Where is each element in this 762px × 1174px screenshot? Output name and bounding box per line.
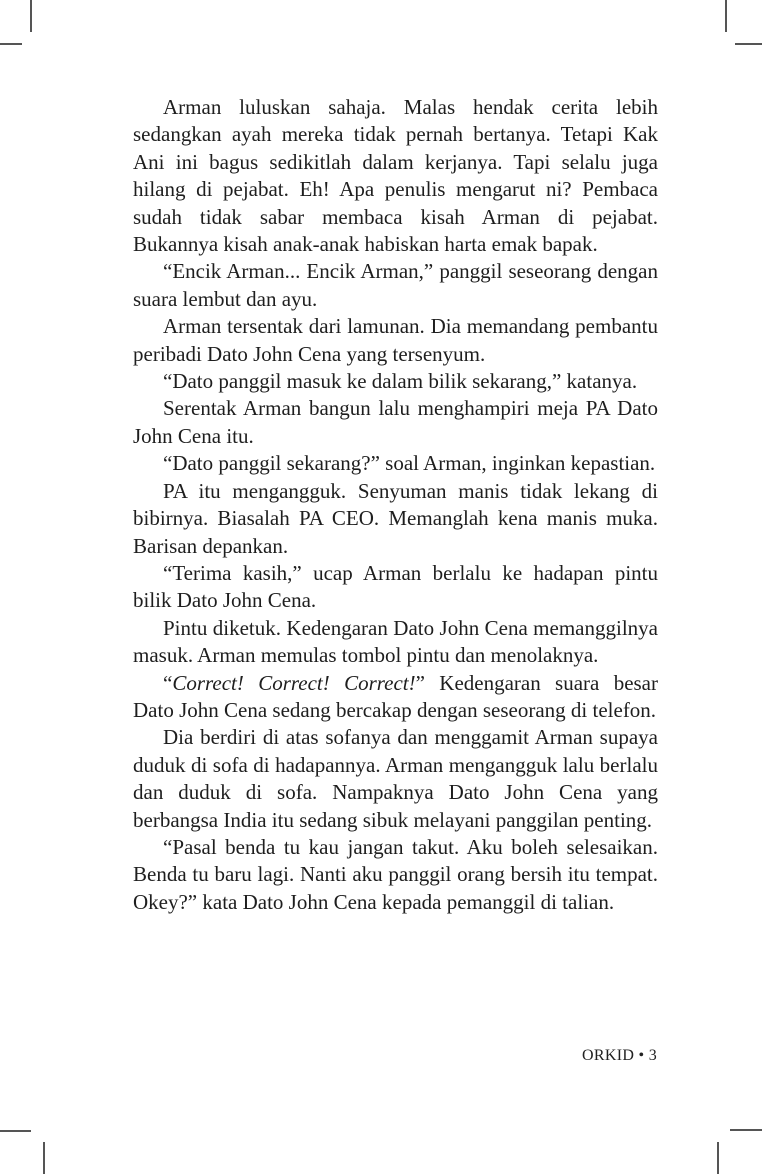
paragraph: “Dato panggil masuk ke dalam bilik sekarang,” katanya. <box>163 369 638 394</box>
body-text <box>133 94 658 916</box>
paragraph: Serentak Arman bangun lalu menghampiri meja PA Dato John Cena itu. <box>133 396 658 448</box>
paragraph: “Encik Arman... Encik Arman,” panggil seseorang dengan suara lembut dan ayu. <box>133 259 658 311</box>
quote-rest: ” Kedengaran suara besar Dato John Cena sedang bercakap dengan seseorang di telefon. <box>133 670 658 722</box>
crop-mark-top-right-horizontal <box>735 43 762 45</box>
paragraph: “Pasal benda tu kau jangan takut. Aku boleh selesaikan. Benda tu baru lagi. Nanti aku panggil orang bersih itu tempat. Okey?” kata Dato John Cena kepada pemanggil di talian. <box>133 834 658 914</box>
crop-mark-bottom-right-vertical <box>717 1142 719 1174</box>
crop-mark-bottom-left-vertical <box>43 1142 45 1174</box>
paragraph: PA itu mengangguk. Senyuman manis tidak lekang di bibirnya. Biasalah PA CEO. Memanglah kena manis muka. Barisan depankan. <box>133 478 658 558</box>
paragraph: “Dato panggil sekarang?” soal Arman, inginkan kepastian. <box>163 451 656 476</box>
crop-mark-bottom-left-horizontal <box>0 1130 31 1132</box>
running-footer: ORKID • 3 <box>582 1047 657 1064</box>
open-quote: “ <box>163 670 173 695</box>
crop-mark-top-left-horizontal <box>0 43 22 45</box>
paragraph: Arman luluskan sahaja. Malas hendak cerita lebih sedangkan ayah mereka tidak pernah bertanya. Tetapi Kak Ani ini bagus sedikitlah dalam kerjanya. Tapi selalu juga hilang di pejabat. Eh! Apa penulis mengarut ni? Pembaca sudah tidak sabar membaca kisah Arman di pejabat. Bukannya kisah anak-anak habiskan harta emak bapak. <box>133 95 658 257</box>
paragraph: “Terima kasih,” ucap Arman berlalu ke hadapan pintu bilik Dato John Cena. <box>133 560 658 613</box>
crop-mark-top-right-vertical <box>725 0 727 32</box>
paragraph-phone-quote <box>133 670 658 725</box>
paragraph: Dia berdiri di atas sofanya dan menggamit Arman supaya duduk di sofa di hadapannya. Arman mengangguk lalu berlalu dan duduk di sofa. Nampaknya Dato John Cena yang berbangsa India itu sedang sibuk melayani panggilan penting. <box>133 725 658 832</box>
paragraph: Arman tersentak dari lamunan. Dia memandang pembantu peribadi Dato John Cena yang tersenyum. <box>133 314 658 366</box>
crop-mark-bottom-right-horizontal <box>730 1129 762 1131</box>
italic-quote: Correct! Correct! Correct! <box>172 670 416 695</box>
crop-mark-top-left-vertical <box>30 0 32 32</box>
paragraph: Pintu diketuk. Kedengaran Dato John Cena memanggilnya masuk. Arman memulas tombol pintu dan menolaknya. <box>133 615 658 668</box>
